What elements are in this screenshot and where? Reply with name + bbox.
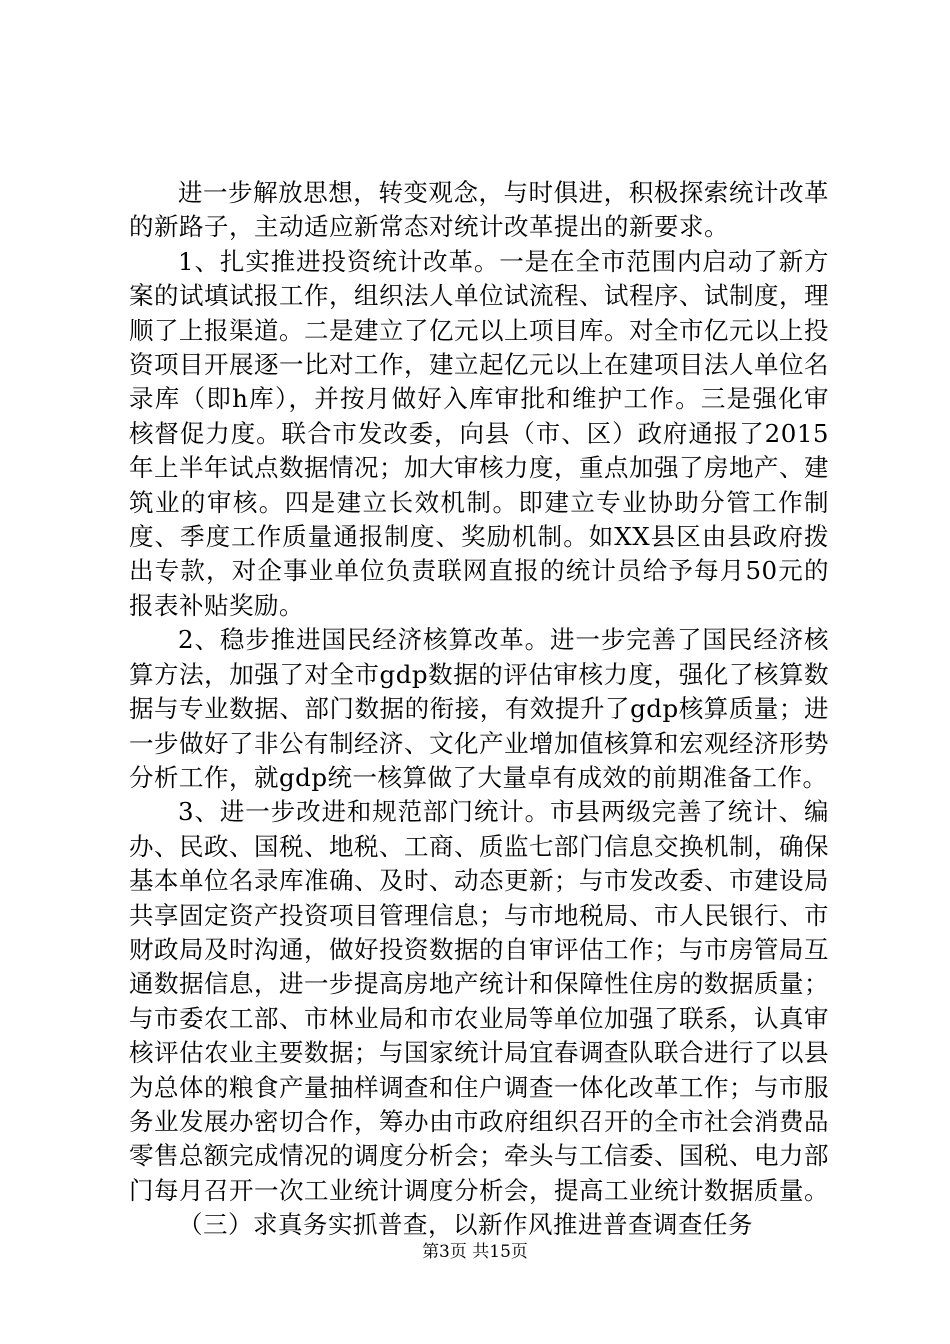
page-footer: 第3页 共15页 xyxy=(422,1242,528,1262)
paragraph-investment-reform: 1、扎实推进投资统计改革。一是在全市范围内启动了新方案的试填试报工作，组织法人单位试流程、试程序、试制度，理顺了上报渠道。二是建立了亿元以上项目库。对全市亿元以上投资项目开展逐一比对工作，建立起亿元以上在建项目法人单位名录库（即h库），并按月做好入库审批和维护工作。三是强化审核督促力度。联合市发改委，向县（市、区）政府通报了2015年上半年试点数据情况；加大审核力度，重点加强了房地产、建筑业的审核。四是建立长效机制。即建立专业协助分管工作制度、季度工作质量通报制度、奖励机制。如XX县区由县政府拨出专款，对企事业单位负责联网直报的统计员给予每月50元的报表补贴奖励。 xyxy=(129,246,829,620)
paragraph-accounting-reform: 2、稳步推进国民经济核算改革。进一步完善了国民经济核算方法，加强了对全市gdp数据的评估审核力度，强化了核算数据与专业数据、部门数据的衔接，有效提升了gdp核算质量；进一步做好了非公有制经济、文化产业增加值核算和宏观经济形势分析工作，就gdp统一核算做了大量卓有成效的前期准备工作。 xyxy=(129,625,829,792)
paragraph-intro: 进一步解放思想，转变观念，与时俱进，积极探索统计改革的新路子，主动适应新常态对统计改革提出的新要求。 xyxy=(129,178,829,242)
paragraph-department-statistics: 3、进一步改进和规范部门统计。市县两级完善了统计、编办、民政、国税、地税、工商、质监七部门信息交换机制，确保基本单位名录库准确、及时、动态更新；与市发改委、市建设局共享固定资产投资项目管理信息；与市地税局、市人民银行、市财政局及时沟通，做好投资数据的自审评估工作；与市房管局互通数据信息，进一步提高房地产统计和保障性住房的数据质量；与市委农工部、市林业局和市农业局等单位加强了联系，认真审核评估农业主要数据；与国家统计局宜春调查队联合进行了以县为总体的粮食产量抽样调查和住户调查一体化改革工作；与市服务业发展办密切合作，筹办由市政府组织召开的全市社会消费品零售总额完成情况的调度分析会；牵头与工信委、国税、电力部门每月召开一次工业统计调度分析会，提高工业统计数据质量。 xyxy=(129,797,829,1205)
document-body xyxy=(129,176,829,1243)
section-heading-census: （三）求真务实抓普查，以新作风推进普查调查任务 xyxy=(178,1210,753,1240)
